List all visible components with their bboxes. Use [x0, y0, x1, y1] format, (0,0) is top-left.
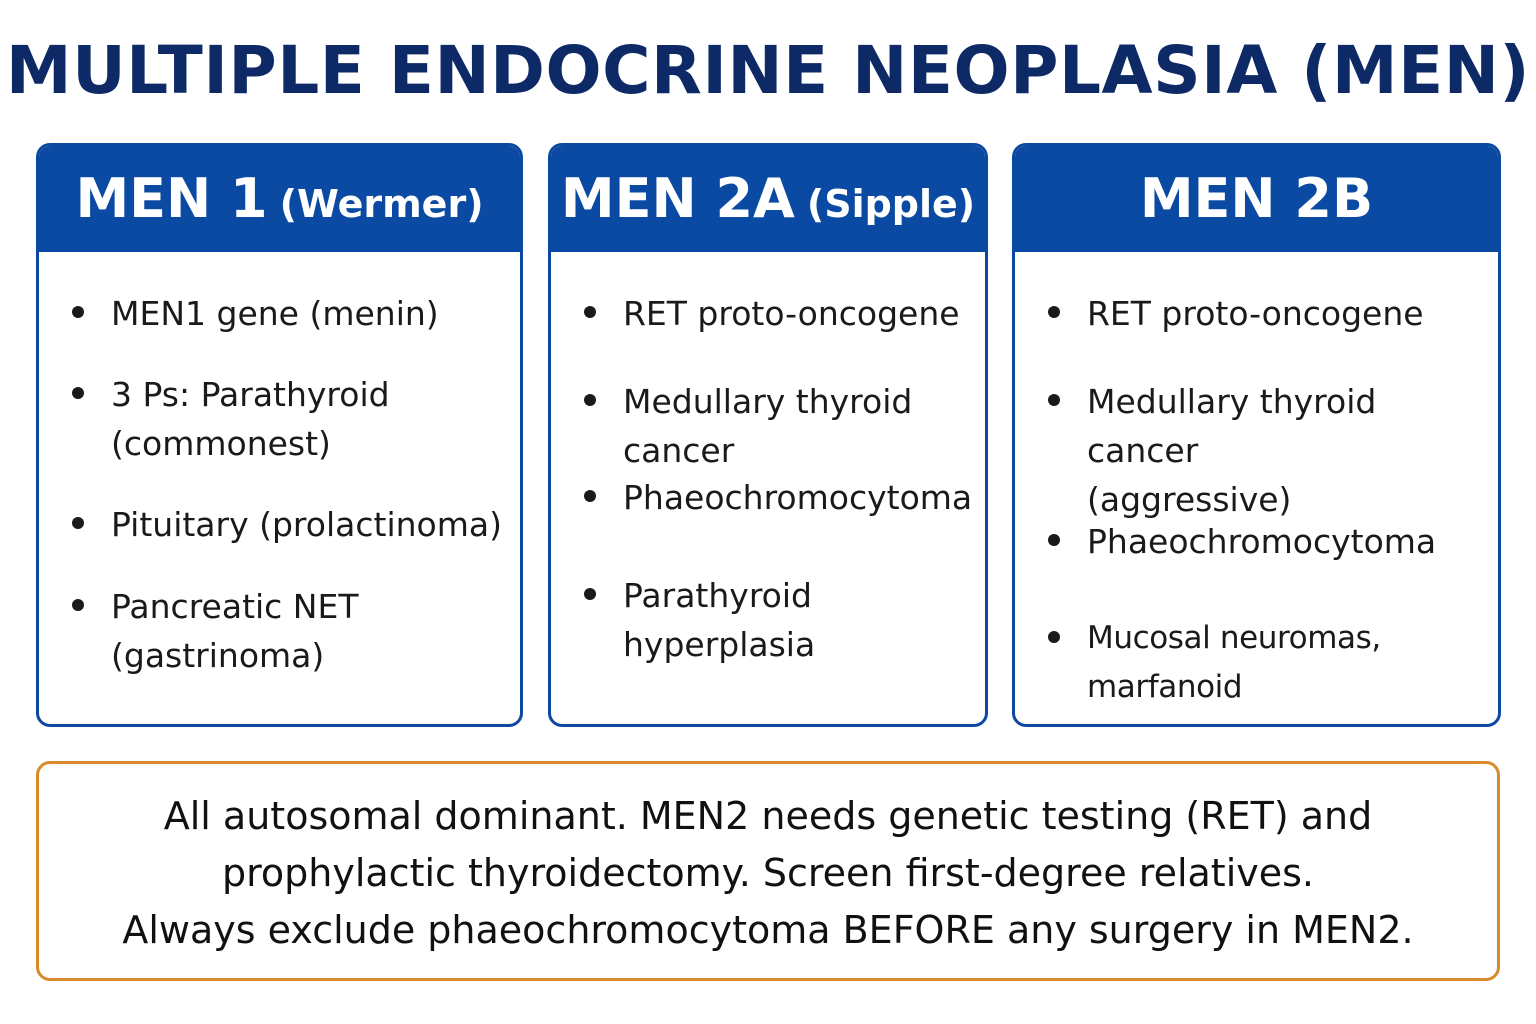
list-item-line: Medullary thyroid cancer: [1087, 382, 1377, 470]
men1-eponym: (Wermer): [279, 182, 484, 226]
list-item-line: Medullary thyroid cancer: [623, 382, 913, 470]
list-item-line: Pituitary (prolactinoma): [111, 505, 502, 544]
list-item-line: Parathyroid hyperplasia: [623, 576, 816, 664]
summary-note: [36, 761, 1500, 981]
list-item: [623, 571, 985, 669]
page-title: MULTIPLE ENDOCRINE NEOPLASIA (MEN): [5, 32, 1531, 109]
bullet-icon: [1048, 306, 1060, 318]
bullet-icon: [72, 599, 84, 611]
list-item: [623, 473, 972, 522]
bullet-icon: [584, 306, 596, 318]
list-item: [111, 289, 439, 338]
list-item: [1087, 289, 1424, 338]
bullet-icon: [584, 588, 596, 600]
list-item-line: Phaeochromocytoma: [1087, 522, 1437, 561]
men2b-heading: MEN 2B: [1139, 167, 1374, 230]
bullet-icon: [72, 387, 84, 399]
bullet-icon: [1048, 631, 1060, 643]
note-line: Always exclude phaeochromocytoma BEFORE any surgery in MEN2.: [122, 908, 1414, 952]
list-item: [623, 377, 985, 475]
list-item-line: Pancreatic NET: [111, 587, 359, 626]
men2a-header: [551, 146, 985, 252]
note-line: All autosomal dominant. MEN2 needs genetic testing (RET) and: [163, 794, 1373, 838]
list-item-line: (commonest): [111, 424, 331, 463]
list-item: [111, 582, 359, 680]
list-item-line: Phaeochromocytoma: [623, 478, 973, 517]
list-item: [623, 289, 960, 338]
list-item: [1087, 517, 1436, 566]
men1-heading: MEN 1: [75, 167, 268, 230]
bullet-icon: [584, 490, 596, 502]
bullet-icon: [584, 394, 596, 406]
bullet-icon: [72, 517, 84, 529]
list-item-line: (gastrinoma): [111, 636, 325, 675]
men1-header: [39, 146, 520, 252]
list-item: [111, 370, 390, 468]
men2a-heading: MEN 2A: [560, 167, 795, 230]
list-item: [111, 500, 502, 549]
bullet-icon: [72, 306, 84, 318]
bullet-icon: [1048, 394, 1060, 406]
note-line: prophylactic thyroidectomy. Screen first-degree relatives.: [221, 851, 1315, 895]
men2b-header: [1015, 146, 1498, 252]
men2a-eponym: (Sipple): [806, 182, 976, 226]
list-item-line: (aggressive): [1087, 480, 1292, 519]
list-item-line: 3 Ps: Parathyroid: [111, 375, 390, 414]
list-item: [1087, 614, 1498, 712]
list-item-line: Mucosal neuromas, marfanoid: [1087, 620, 1381, 705]
men2a-panel: [548, 143, 988, 727]
list-item-line: RET proto-oncogene: [1087, 294, 1424, 333]
list-item-line: MEN1 gene (menin): [111, 294, 439, 333]
men1-panel: [36, 143, 523, 727]
bullet-icon: [1048, 534, 1060, 546]
list-item: [1087, 377, 1498, 524]
list-item-line: RET proto-oncogene: [623, 294, 960, 333]
men2b-panel: [1012, 143, 1501, 727]
